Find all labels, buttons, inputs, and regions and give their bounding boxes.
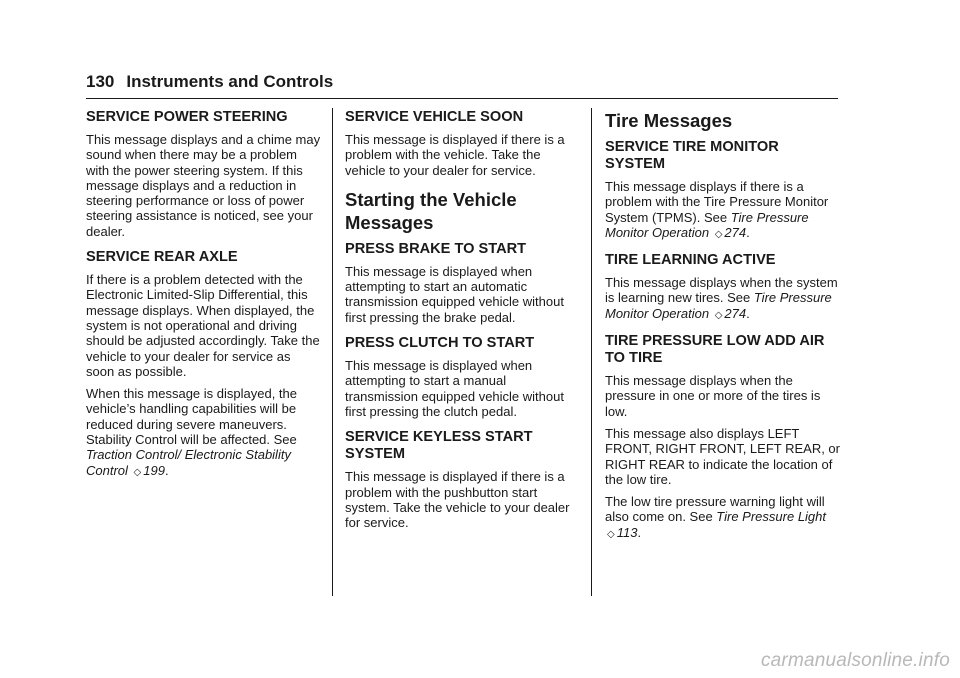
heading-press-brake-to-start: PRESS BRAKE TO START [345,240,527,257]
page-number: 130 [86,72,115,91]
page-reference-icon: ◇ [714,309,723,321]
column-3 [605,109,841,549]
column-2 [345,109,581,537]
column-divider-2 [591,108,592,596]
heading-tire-messages: Tire Messages [605,110,733,131]
page-reference-icon: ◇ [714,228,723,240]
header-rule [86,98,838,99]
paragraph: This message also displays LEFT FRONT, RIGHT FRONT, LEFT REAR, or RIGHT REAR to indicate the location of the low tire. [605,425,840,487]
heading-service-power-steering: SERVICE POWER STEERING [86,109,288,125]
paragraph: When this message is displayed, the vehicle’s handling capabilities will be reduced during severe maneuvers. Stability Control will be affected. See Traction Control/ Electronic Stability Control ◇ 199. [86,386,297,478]
cross-reference-link[interactable]: Traction Control/ Electronic Stability Control [86,447,291,478]
heading-service-vehicle-soon: SERVICE VEHICLE SOON [345,109,524,125]
column-divider-1 [332,108,333,596]
paragraph: This message is displayed when attempting to start a manual transmission equipped vehicle without first pressing the clutch pedal. [345,358,564,419]
page-reference[interactable]: 113 [616,524,638,540]
page-reference-icon: ◇ [607,528,615,540]
heading-tire-pressure-low: TIRE PRESSURE LOW ADD AIR TO TIRE [605,333,825,367]
paragraph: This message is displayed when attempting to start an automatic transmission equipped vehicle without first pressing the brake pedal. [345,263,564,325]
heading-service-rear-axle: SERVICE REAR AXLE [86,249,238,266]
cross-reference-link[interactable]: Tire Pressure Light [716,509,827,525]
page-reference[interactable]: 274 [724,305,747,321]
heading-service-keyless-start-system: SERVICE KEYLESS START SYSTEM [345,429,533,463]
heading-service-tire-monitor-system: SERVICE TIRE MONITOR SYSTEM [605,139,779,172]
page-header [86,70,838,94]
page-reference[interactable]: 274 [724,224,747,240]
paragraph: This message displays and a chime may sound when there may be a problem with the power steering system. If this message displays and a reduction in steering performance or loss of power steering assistance is noticed, see your dealer. [86,132,321,239]
page-reference-icon: ◇ [133,466,142,478]
paragraph: This message displays when the pressure in one or more of the tires is low. [605,373,821,419]
paragraph: This message is displayed if there is a problem with the vehicle. Take the vehicle to your dealer for service. [345,132,565,178]
heading-press-clutch-to-start: PRESS CLUTCH TO START [345,335,535,352]
paragraph: The low tire pressure warning light will also come on. See Tire Pressure Light ◇ 113. [605,494,827,540]
page-reference[interactable]: 199 [143,462,165,478]
paragraph: If there is a problem detected with the Electronic Limited-Slip Differential, this message displays. When displayed, the system is not operational and driving should be adjusted accordingly. Take the vehicle to your dealer for service as soon as possible. [86,272,320,379]
heading-tire-learning-active: TIRE LEARNING ACTIVE [605,252,776,269]
paragraph: This message displays when the system is learning new tires. See Tire Pressure Monitor Operation ◇ 274. [605,275,838,321]
column-1 [86,109,322,487]
paragraph: This message displays if there is a problem with the Tire Pressure Monitor System (TPMS). See Tire Pressure Monitor Operation ◇ 274. [605,179,829,240]
cross-reference-link[interactable]: Tire Pressure Monitor Operation [605,209,809,240]
watermark: carmanualsonline.info [760,650,950,671]
paragraph: This message is displayed if there is a problem with the pushbutton start system. Take the vehicle to your dealer for service. [345,469,570,531]
heading-starting-vehicle-messages: Starting the Vehicle Messages [345,188,517,233]
section-title: Instruments and Controls [126,72,334,91]
cross-reference-link[interactable]: Tire Pressure Monitor Operation [605,290,832,321]
